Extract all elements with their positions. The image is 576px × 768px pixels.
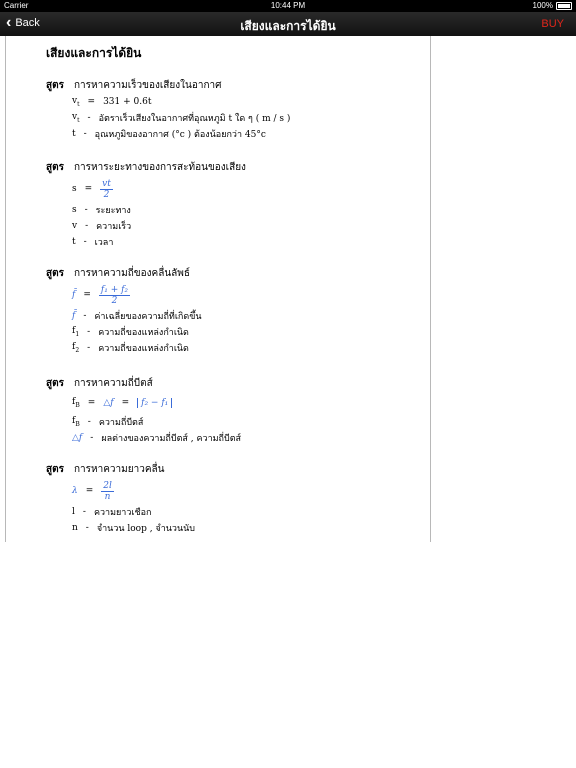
section-heading: การหาความถี่ของคลื่นลัพธ์: [73, 268, 190, 279]
formula-line: λ = $\frac{2l}{n}$: [72, 480, 112, 502]
clock: 10:44 PM: [270, 1, 306, 10]
fraction: $\frac{2l}{n}$: [103, 480, 112, 502]
definition-line: $f_2$ - ความถี่ของแหล่งกำเนิด: [72, 342, 189, 354]
formula-line: $v_t$ = 331 + 0.6t: [72, 96, 152, 108]
definition-line: f̄ - ค่าเฉลี่ยของความถี่ที่เกิดขึ้น: [72, 311, 202, 322]
battery-icon: [556, 2, 572, 10]
side-panel: [430, 36, 576, 542]
formula-section-wavelength: [46, 462, 195, 536]
formula-label: สูตร: [46, 378, 64, 389]
section-heading: การหาความเร็วของเสียงในอากาศ: [73, 80, 222, 91]
status-bar: [0, 0, 576, 12]
chevron-left-icon: ‹: [6, 14, 12, 31]
formula-label: สูตร: [46, 464, 64, 475]
definition-line: s - ระยะทาง: [72, 205, 131, 216]
formula-label: สูตร: [46, 268, 64, 279]
formula-section-beat-frequency: [46, 376, 241, 446]
definition-line: v - ความเร็ว: [72, 221, 132, 232]
formula-line: f̄ = $\frac{\text{f₁ + f₂}}{2}$: [72, 284, 129, 306]
formula-section-resultant-frequency: [46, 266, 202, 356]
definition-line: t - อุณหภูมิของอากาศ (°c ) ต้องน้อยกว่า 45°c: [72, 129, 266, 140]
section-heading: การหาความยาวคลื่น: [73, 464, 165, 475]
definition-line: t - เวลา: [72, 237, 114, 248]
battery-percent: 100%: [532, 1, 553, 10]
formula-section-distance: [46, 160, 246, 250]
formula-line: $f_B$ = △f = f₂ − f₁: [46, 392, 241, 414]
formula-line: s = $\frac{vt}{2}$: [72, 178, 111, 200]
section-heading: การหาความถี่บีตส์: [73, 378, 153, 389]
battery-indicator: [533, 1, 572, 10]
carrier-label: Carrier: [4, 1, 29, 10]
definition-line: l - ความยาวเชือก: [72, 507, 152, 518]
definition-line: n - จำนวน loop , จำนวนนับ: [72, 523, 195, 534]
formula-label: สูตร: [46, 162, 64, 173]
fraction: $\frac{\text{f₁ + f₂}}{2}$: [100, 284, 129, 306]
navigation-bar: [0, 12, 576, 36]
back-label: Back: [15, 17, 40, 29]
definition-line: $f_B$ - ความถี่บีตส์: [72, 416, 144, 428]
page-title: เสียงและการได้ยิน: [240, 19, 336, 33]
fraction: $\frac{vt}{2}$: [102, 178, 111, 200]
document-page: [5, 36, 431, 542]
formula-label: สูตร: [46, 80, 64, 91]
definition-line: △f - ผลต่างของความถี่บีตส์ , ความถี่บีตส์: [72, 433, 242, 444]
definition-line: $v_t$ - อัตราเร็วเสียงในอากาศที่อุณหภูมิ t ใด ๆ ( m / s ): [72, 112, 291, 124]
buy-button[interactable]: BUY: [541, 18, 564, 30]
definition-line: $f_1$ - ความถี่ของแหล่งกำเนิด: [72, 326, 189, 338]
section-heading: การหาระยะทางของการสะท้อนของเสียง: [73, 162, 246, 173]
formula-section-speed: [46, 78, 290, 142]
document-title: เสียงและการได้ยิน: [46, 46, 142, 60]
